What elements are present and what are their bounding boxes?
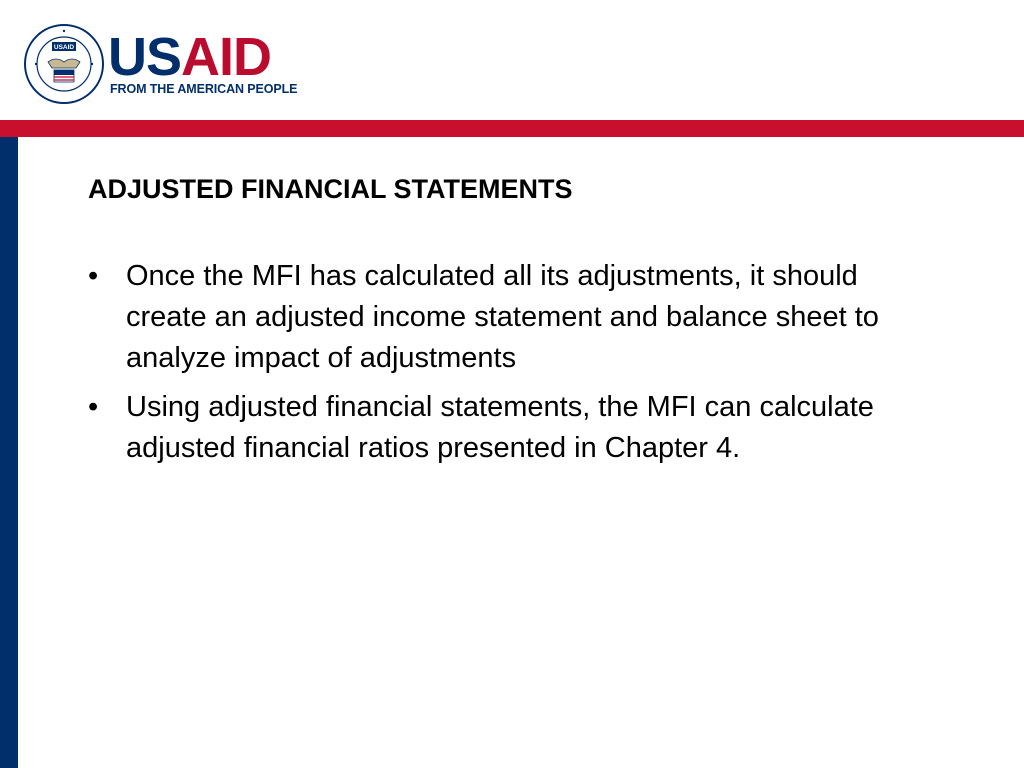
slide-header: [0, 0, 1024, 120]
bullet-dot-icon: •: [88, 260, 99, 292]
logo-tagline: FROM THE AMERICAN PEOPLE: [110, 82, 298, 96]
svg-text:USAID: USAID: [53, 44, 75, 51]
bullet-list: [88, 256, 908, 477]
bullet-item: [88, 387, 908, 469]
logo-word-aid: AID: [181, 27, 272, 87]
header-red-band: [0, 120, 1024, 137]
usaid-logo-wordmark: [108, 27, 272, 87]
bullet-dot-icon: •: [88, 391, 99, 423]
bullet-text: Using adjusted financial statements, the MFI can calculate adjusted financial ratios presented in Chapter 4.: [126, 391, 874, 464]
bullet-text: Once the MFI has calculated all its adjustments, it should create an adjusted income statement and balance sheet to analyze impact of adjustments: [126, 260, 879, 374]
left-blue-bar: [0, 137, 18, 768]
bullet-item: [88, 256, 908, 379]
usaid-seal-icon: [24, 24, 104, 104]
slide-title: ADJUSTED FINANCIAL STATEMENTS: [88, 174, 573, 204]
logo-word-us: US: [108, 27, 182, 87]
